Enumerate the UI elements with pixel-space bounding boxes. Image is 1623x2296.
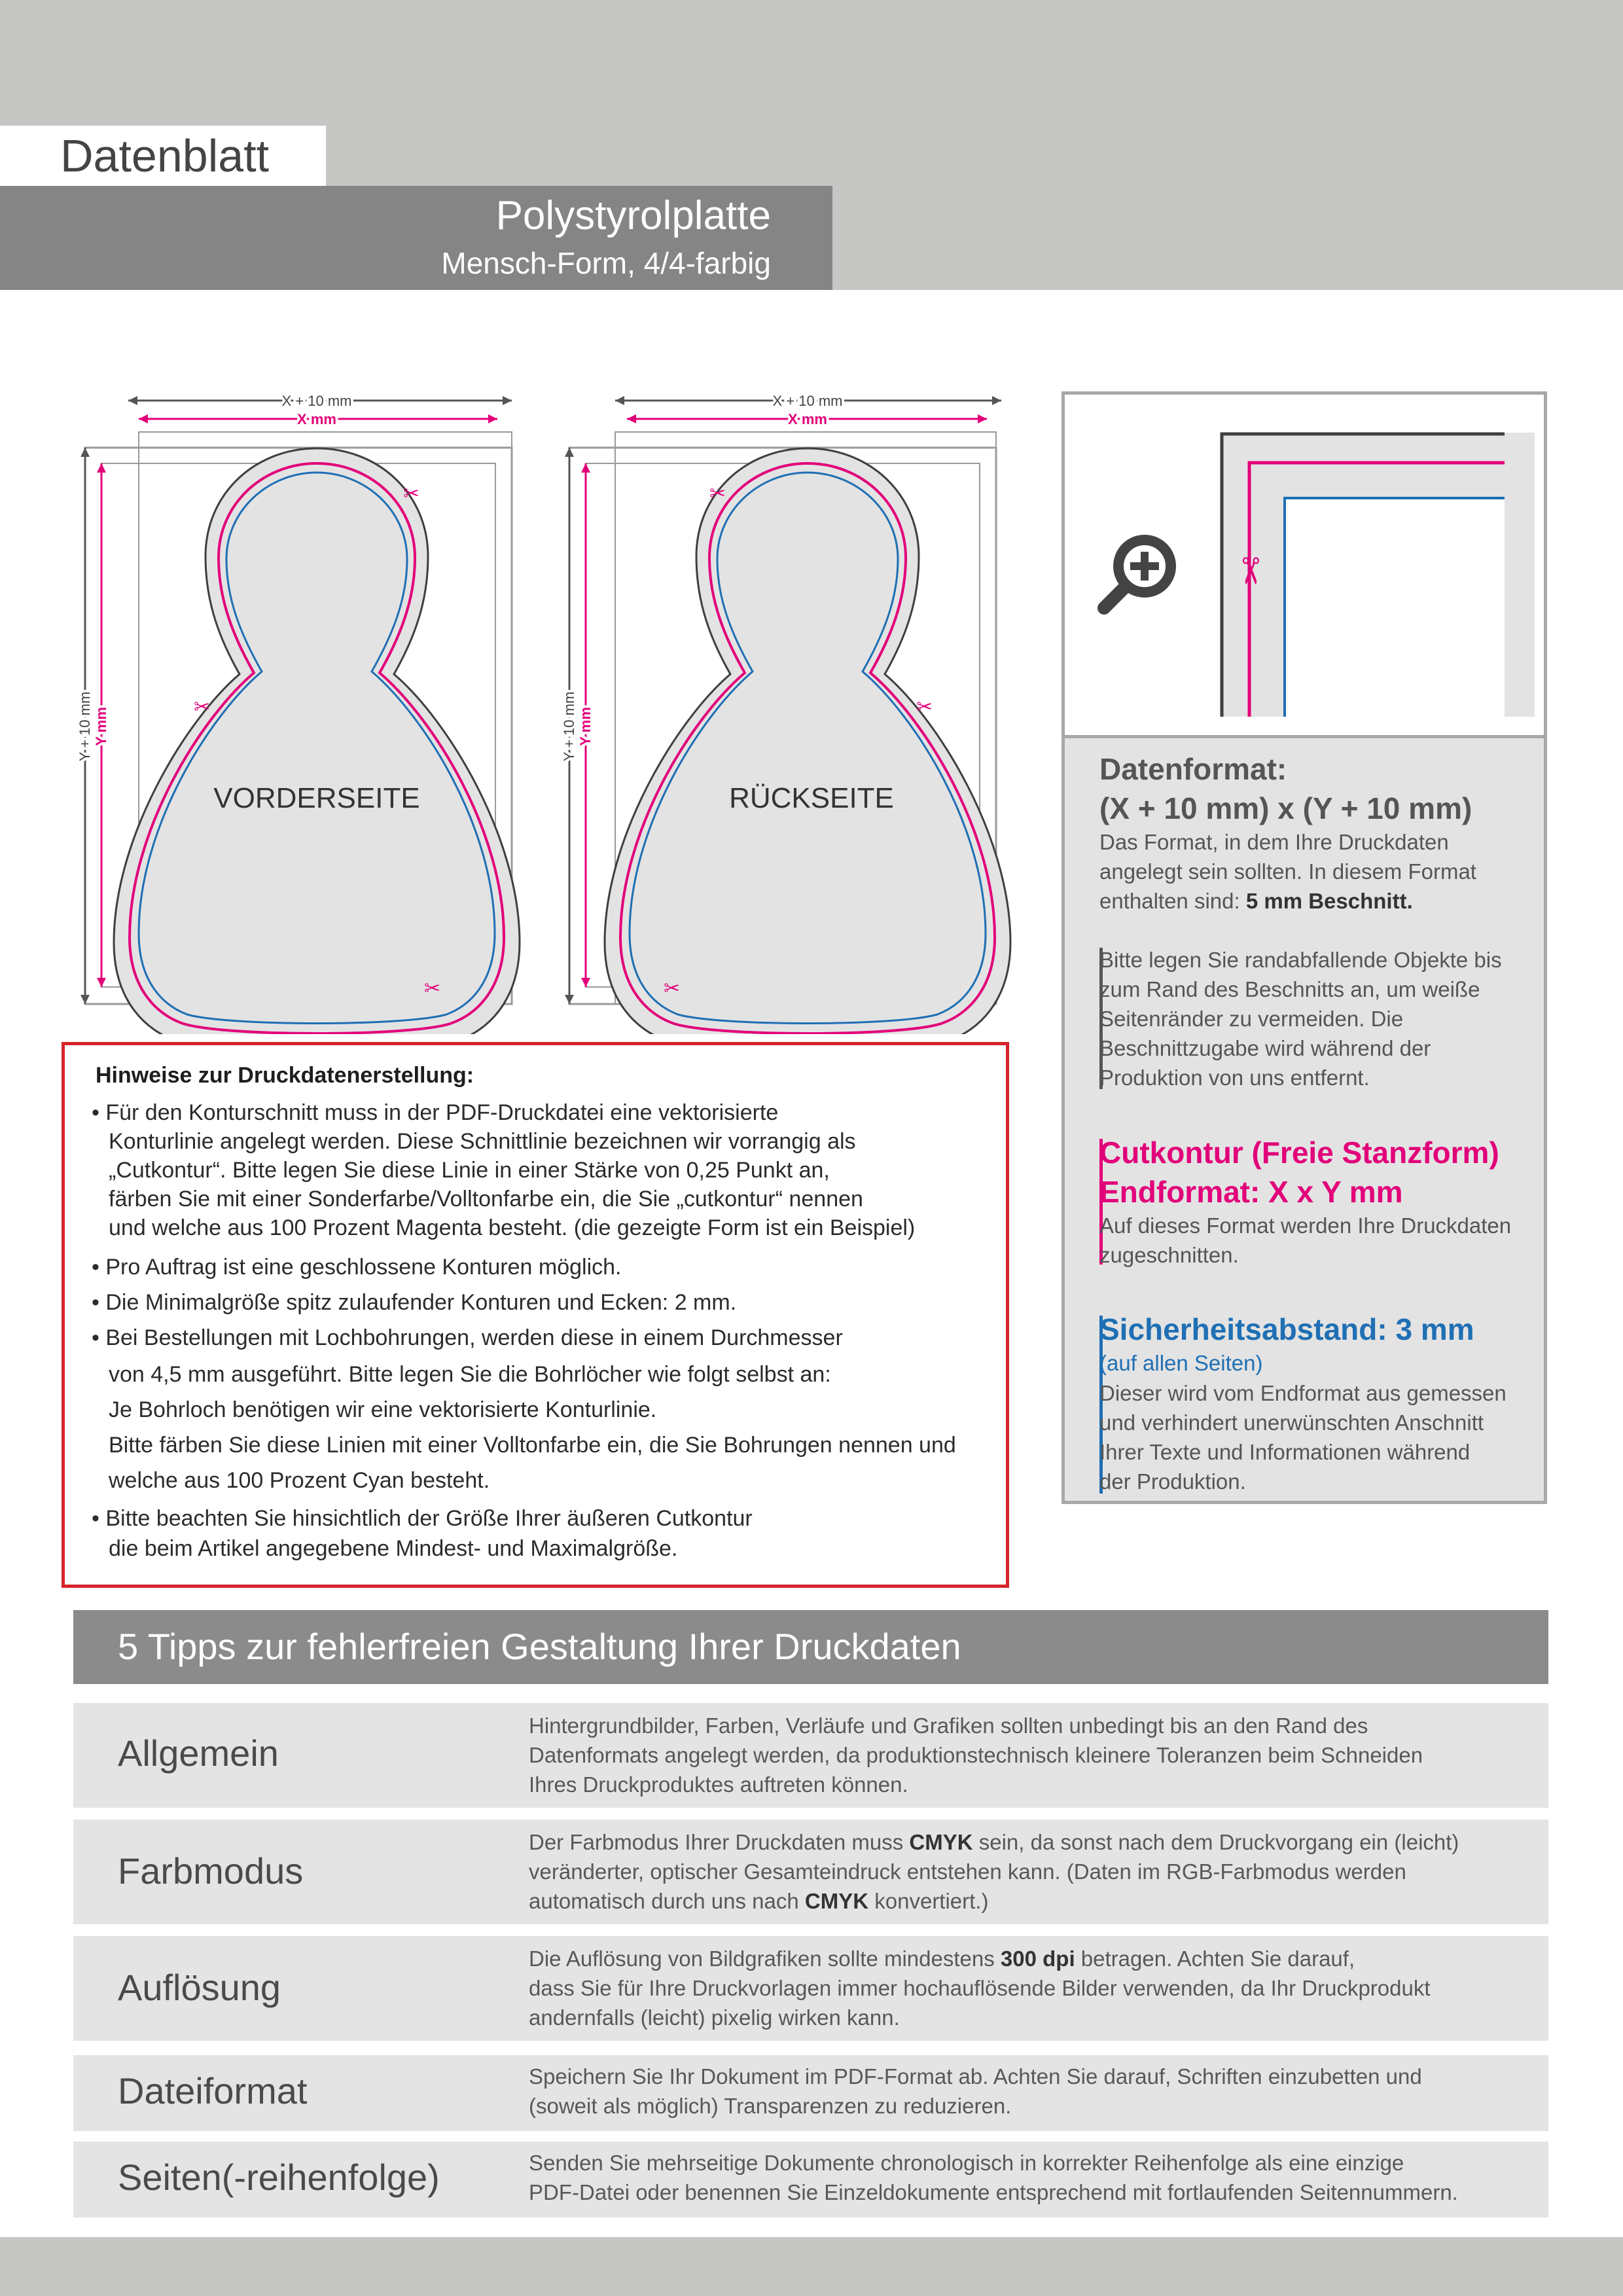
product-title: Polystyrolplatte xyxy=(495,193,771,238)
scissors-icon: ✂ xyxy=(194,696,211,718)
datenformat-title: Datenformat: xyxy=(1099,752,1287,786)
tip-row-farbmodus xyxy=(73,1820,1548,1924)
bleed-text: Bitte legen Sie randabfallende Objekte bis zum Rand des Beschnitts an, um weiße Seitenränder zu vermeiden. Die Beschnittzugabe wird während der Produktion von uns entfernt. xyxy=(1099,948,1502,1090)
front-dim-y-inner: Y mm xyxy=(93,707,109,746)
safety-text: Dieser wird vom Endformat aus gemessen und verhindert unerwünschten Anschnitt Ihrer Texte und Informationen während der Produktion. xyxy=(1099,1381,1507,1494)
hints-title: Hinweise zur Druckdatenerstellung: xyxy=(96,1063,474,1088)
cut-text: Auf dieses Format werden Ihre Druckdaten zugeschnitten. xyxy=(1099,1213,1512,1267)
back-dim-y-outer: Y + 10 mm xyxy=(561,691,577,762)
back-diagram xyxy=(565,396,1010,1034)
hint-line: • Bei Bestellungen mit Lochbohrungen, werden diese in einem Durchmesser xyxy=(92,1325,843,1350)
tip-text: Hintergrundbilder, Farben, Verläufe und Grafiken sollten unbedingt bis an den Rand des Datenformats angelegt werden, da produktionstechnisch kleinere Toleranzen beim Schneiden Ihres Druckproduktes auftreten können. xyxy=(529,1713,1423,1797)
tip-text: Der Farbmodus Ihrer Druckdaten muss CMYK sein, da sonst nach dem Druckvorgang ein (leicht) veränderter, optischer Gesamteindruck entstehen kann. (Daten im RGB-Farbmodus werden automatisch durch uns nach CMYK konvertiert.) xyxy=(529,1830,1459,1913)
tip-row-aufloesung xyxy=(73,1936,1548,2041)
back-dim-y-inner: Y mm xyxy=(577,707,594,746)
panel-divider xyxy=(1065,735,1544,738)
tip-label: Dateiformat xyxy=(118,2070,308,2111)
back-label: RÜCKSEITE xyxy=(729,782,894,814)
zoom-detail-graphic xyxy=(1065,395,1544,735)
scissors-icon: ✂ xyxy=(1230,556,1271,586)
hint-line: von 4,5 mm ausgeführt. Bitte legen Sie die Bohrlöcher wie folgt selbst an: xyxy=(109,1362,831,1387)
scissors-icon: ✂ xyxy=(403,483,420,505)
front-dim-y-outer: Y + 10 mm xyxy=(77,691,93,762)
scissors-icon: ✂ xyxy=(709,483,726,505)
cut-format: Endformat: X x Y mm xyxy=(1099,1175,1403,1209)
tip-label: Farbmodus xyxy=(118,1850,304,1892)
hint-line: die beim Artikel angegebene Mindest- und Maximalgröße. xyxy=(109,1536,678,1561)
tip-label: Auflösung xyxy=(118,1967,281,2008)
back-dim-x-inner: X mm xyxy=(788,411,827,427)
hint-line: • Pro Auftrag ist eine geschlossene Konturen möglich. xyxy=(92,1255,622,1280)
back-dim-x-outer: X + 10 mm xyxy=(772,393,843,409)
datenformat-text: Das Format, in dem Ihre Druckdaten angelegt sein sollten. In diesem Format enthalten sind: 5 mm Beschnitt. xyxy=(1099,830,1476,913)
cut-title: Cutkontur (Freie Stanzform) xyxy=(1099,1136,1499,1170)
hint-line: • Bitte beachten Sie hinsichtlich der Größe Ihrer äußeren Cutkontur xyxy=(92,1506,753,1531)
hint-line: und welche aus 100 Prozent Magenta besteht. (die gezeigte Form ist ein Beispiel) xyxy=(109,1215,916,1240)
tip-text: Speichern Sie Ihr Dokument im PDF-Format ab. Achten Sie darauf, Schriften einzubetten und (soweit als möglich) Transparenzen zu reduzieren. xyxy=(529,2064,1422,2118)
front-dim-x-outer: X + 10 mm xyxy=(281,393,352,409)
hint-line: Je Bohrloch benötigen wir eine vektorisierte Konturlinie. xyxy=(109,1397,657,1422)
tip-label: Seiten(-reihenfolge) xyxy=(118,2157,440,2198)
hint-line: • Für den Konturschnitt muss in der PDF-Druckdatei eine vektorisierte xyxy=(92,1100,779,1125)
scissors-icon: ✂ xyxy=(664,978,681,999)
tip-text: Senden Sie mehrseitige Dokumente chronologisch in korrekter Reihenfolge als eine einzige PDF-Datei oder benennen Sie Einzeldokumente entsprechend mit fortlaufenden Seitennummern. xyxy=(529,2151,1458,2204)
datenformat-formula: (X + 10 mm) x (Y + 10 mm) xyxy=(1099,791,1472,825)
hint-line: Bitte färben Sie diese Linien mit einer Volltonfarbe ein, die Sie Bohrungen nennen und xyxy=(109,1433,956,1458)
shape-diagram xyxy=(0,367,1047,1034)
safety-sub: (auf allen Seiten) xyxy=(1099,1351,1263,1375)
hint-line: färben Sie mit einer Sonderfarbe/Volltonfarbe ein, die Sie „cutkontur“ nennen xyxy=(109,1187,863,1211)
footer-band xyxy=(0,2237,1623,2296)
tip-row-allgemein xyxy=(73,1703,1548,1808)
hint-line: Konturlinie angelegt werden. Diese Schnittlinie bezeichnen wir vorrangig als xyxy=(109,1129,856,1154)
tips-title: 5 Tipps zur fehlerfreien Gestaltung Ihrer Druckdaten xyxy=(118,1626,961,1667)
tip-text: Die Auflösung von Bildgrafiken sollte mindestens 300 dpi betragen. Achten Sie darauf, dass Sie für Ihre Druckvorlagen immer hochauflösende Bilder verwenden, da Ihr Druckprodukt andernfalls (leicht) pixelig wirken kann. xyxy=(529,1946,1431,2030)
hint-line: • Die Minimalgröße spitz zulaufender Konturen und Ecken: 2 mm. xyxy=(92,1290,737,1315)
doc-label: Datenblatt xyxy=(60,130,270,181)
tip-row-seiten xyxy=(73,2142,1548,2217)
hint-line: „Cutkontur“. Bitte legen Sie diese Linie in einer Stärke von 0,25 Punkt an, xyxy=(109,1158,830,1183)
magnifier-plus-icon xyxy=(1104,540,1171,608)
tip-row-dateiformat xyxy=(73,2055,1548,2131)
safety-title: Sicherheitsabstand: 3 mm xyxy=(1099,1312,1474,1346)
product-subtitle: Mensch-Form, 4/4-farbig xyxy=(441,246,771,280)
scissors-icon: ✂ xyxy=(424,978,441,999)
scissors-icon: ✂ xyxy=(916,696,933,718)
hint-line: welche aus 100 Prozent Cyan besteht. xyxy=(109,1468,490,1493)
front-label: VORDERSEITE xyxy=(213,782,420,814)
tip-label: Allgemein xyxy=(118,1732,279,1774)
front-diagram xyxy=(80,396,520,1034)
front-dim-x-inner: X mm xyxy=(297,411,336,427)
